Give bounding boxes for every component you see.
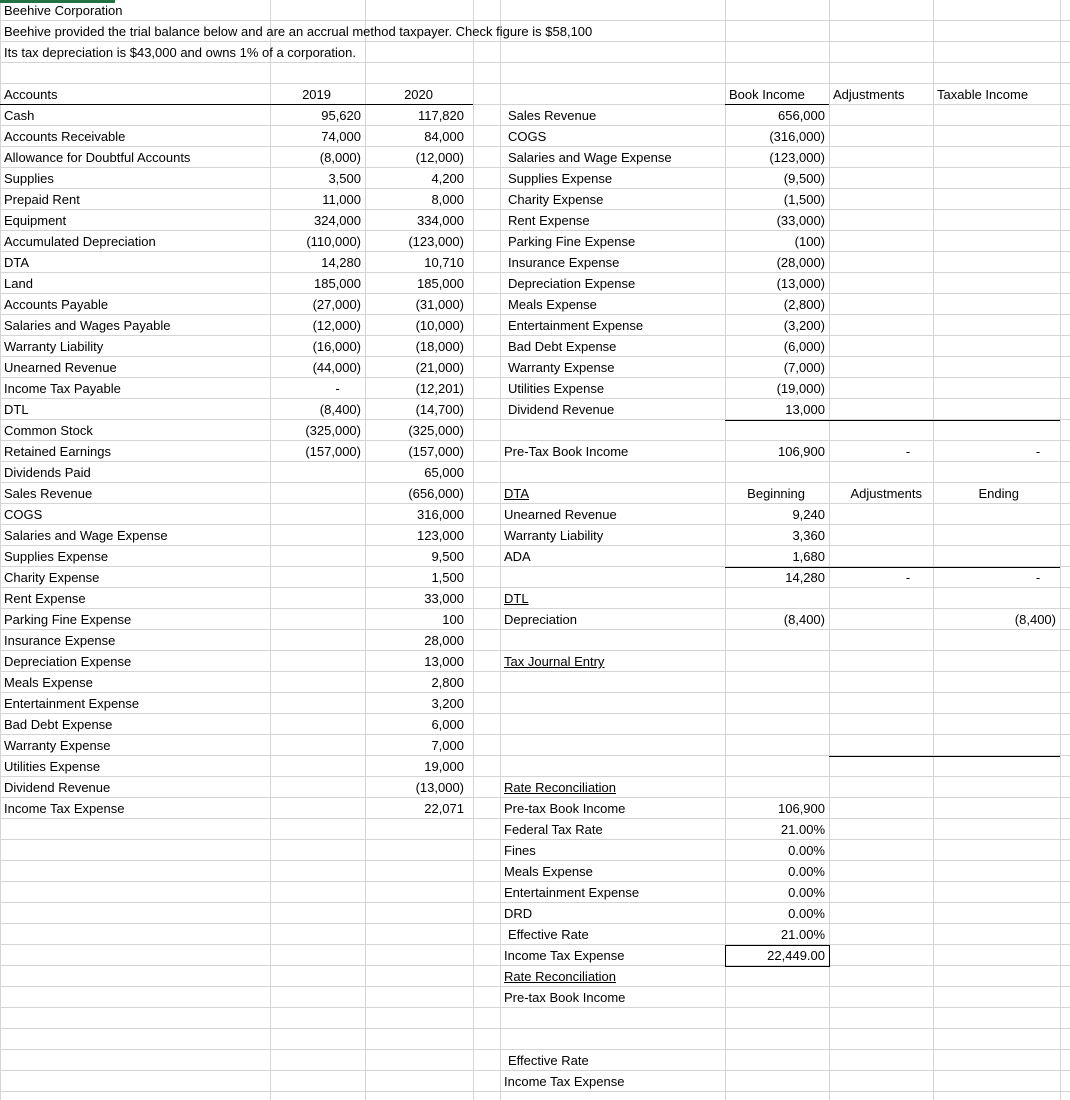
value-2019[interactable] <box>270 525 365 546</box>
value-2020[interactable]: 10,710 <box>424 255 464 270</box>
value-2020[interactable]: (10,000) <box>415 318 464 333</box>
problem-statement-line2[interactable]: Its tax depreciation is $43,000 and owns 1% of a corporation. <box>4 45 356 60</box>
value-2020[interactable]: 334,000 <box>417 213 464 228</box>
book-income-value[interactable]: (9,500) <box>783 171 825 186</box>
header-taxable-income[interactable]: Taxable Income <box>937 87 1029 102</box>
value-2019[interactable]: (110,000) <box>306 234 361 249</box>
value-2020[interactable]: 117,820 <box>417 108 464 123</box>
value-2019[interactable] <box>270 777 365 798</box>
account-name[interactable]: Charity Expense <box>4 570 100 585</box>
book-income-value[interactable]: (7,000) <box>783 360 825 375</box>
value-2020[interactable]: 185,000 <box>417 276 464 291</box>
value-2020[interactable]: 28,000 <box>424 633 464 648</box>
value-2020[interactable]: 3,200 <box>431 696 464 711</box>
account-name[interactable]: Common Stock <box>4 423 93 438</box>
rate-reconciliation-title-2[interactable]: Rate Reconciliation <box>504 969 617 984</box>
account-name[interactable]: Equipment <box>4 213 67 228</box>
value-2020[interactable]: 65,000 <box>424 465 464 480</box>
account-name[interactable]: Supplies Expense <box>4 549 109 564</box>
gridline-vertical <box>829 0 830 1100</box>
value-2019[interactable]: (8,400) <box>319 402 361 417</box>
account-name[interactable]: DTA <box>4 255 30 270</box>
header-adjustments[interactable]: Adjustments <box>833 87 905 102</box>
pretax-adjustments-value[interactable]: - <box>905 444 911 459</box>
account-name[interactable]: Meals Expense <box>4 675 93 690</box>
account-name[interactable]: Parking Fine Expense <box>4 612 132 627</box>
value-2019[interactable]: 185,000 <box>314 276 361 291</box>
dta-total-beginning[interactable]: 14,280 <box>785 570 825 585</box>
value-2020[interactable]: (13,000) <box>415 780 464 795</box>
rate-line-label[interactable]: Pre-tax Book Income <box>504 801 626 816</box>
income-line-label[interactable]: COGS <box>508 129 547 144</box>
rate-line-label[interactable]: Fines <box>504 843 536 858</box>
book-income-value[interactable]: 656,000 <box>778 108 825 123</box>
dtl-depreciation-label[interactable]: Depreciation <box>504 612 577 627</box>
value-2019[interactable] <box>270 588 365 609</box>
book-income-value[interactable]: (19,000) <box>776 381 825 396</box>
value-2020[interactable]: 2,800 <box>431 675 464 690</box>
rate-reconciliation-title[interactable]: Rate Reconciliation <box>504 780 617 795</box>
income-line-label[interactable]: Salaries and Wage Expense <box>508 150 672 165</box>
account-name[interactable]: DTL <box>4 402 29 417</box>
account-name[interactable]: Salaries and Wages Payable <box>4 318 171 333</box>
account-name[interactable]: Supplies <box>4 171 54 186</box>
value-2019[interactable] <box>270 756 365 777</box>
income-line-label[interactable]: Supplies Expense <box>508 171 613 186</box>
value-2019[interactable]: 11,000 <box>322 192 361 207</box>
value-2019[interactable]: 324,000 <box>314 213 361 228</box>
income-line-label[interactable]: Charity Expense <box>508 192 604 207</box>
dta-header-beginning[interactable]: Beginning <box>747 486 805 501</box>
pretax-book-income-label[interactable]: Pre-Tax Book Income <box>504 444 629 459</box>
value-2019[interactable] <box>270 735 365 756</box>
dta-header-ending[interactable]: Ending <box>978 486 1019 501</box>
value-2019[interactable]: 95,620 <box>321 108 361 123</box>
book-income-value[interactable]: (1,500) <box>783 192 825 207</box>
value-2020[interactable]: 1,500 <box>431 570 464 585</box>
value-2020[interactable]: (31,000) <box>415 297 464 312</box>
book-income-value[interactable]: (316,000) <box>769 129 825 144</box>
account-name[interactable]: Sales Revenue <box>4 486 93 501</box>
value-2020[interactable]: (157,000) <box>408 444 464 459</box>
value-2019[interactable]: (44,000) <box>312 360 361 375</box>
dtl-ending-value[interactable]: (8,400) <box>1014 612 1056 627</box>
value-2020[interactable]: 33,000 <box>424 591 464 606</box>
value-2019[interactable] <box>270 567 365 588</box>
value-2020[interactable]: 13,000 <box>424 654 464 669</box>
account-name[interactable]: Warranty Liability <box>4 339 104 354</box>
value-2020[interactable]: 7,000 <box>431 738 464 753</box>
account-name[interactable]: Bad Debt Expense <box>4 717 113 732</box>
value-2020[interactable]: 316,000 <box>417 507 464 522</box>
effective-rate-value[interactable]: 21.00% <box>780 927 825 942</box>
gridline-vertical <box>1060 0 1061 1100</box>
dta-total-ending[interactable]: - <box>1035 570 1041 585</box>
account-name[interactable]: Dividends Paid <box>4 465 91 480</box>
rate-line-label[interactable]: Meals Expense <box>504 864 593 879</box>
value-2020[interactable]: 8,000 <box>431 192 464 207</box>
value-2019[interactable] <box>270 630 365 651</box>
book-income-value[interactable]: (6,000) <box>783 339 825 354</box>
income-line-label[interactable]: Insurance Expense <box>508 255 620 270</box>
value-2019[interactable] <box>270 798 365 819</box>
dtl-beginning-value[interactable]: (8,400) <box>783 612 825 627</box>
value-2019[interactable]: 14,280 <box>321 255 361 270</box>
value-2020[interactable]: 6,000 <box>431 717 464 732</box>
account-name[interactable]: Accounts Receivable <box>4 129 126 144</box>
income-line-label[interactable]: Bad Debt Expense <box>508 339 617 354</box>
gridline-vertical <box>473 0 474 1100</box>
value-2019[interactable] <box>270 504 365 525</box>
dta-line-label[interactable]: ADA <box>504 549 531 564</box>
income-line-label[interactable]: Warranty Expense <box>508 360 615 375</box>
income-tax-expense-value[interactable]: 22,449.00 <box>767 948 825 963</box>
rate-line-label[interactable]: Entertainment Expense <box>504 885 640 900</box>
rate-line-value[interactable]: 106,900 <box>778 801 825 816</box>
account-name[interactable]: Unearned Revenue <box>4 360 117 375</box>
value-2019[interactable] <box>270 609 365 630</box>
book-income-value[interactable]: (3,200) <box>783 318 825 333</box>
rate-line-value[interactable]: 0.00% <box>788 843 825 858</box>
account-name[interactable]: Entertainment Expense <box>4 696 140 711</box>
account-name[interactable]: Allowance for Doubtful Accounts <box>4 150 191 165</box>
sheet-title[interactable]: Beehive Corporation <box>4 3 123 18</box>
income-line-label[interactable]: Entertainment Expense <box>508 318 644 333</box>
account-name[interactable]: Land <box>4 276 33 291</box>
gridline-horizontal <box>0 1028 1070 1029</box>
problem-statement-line1[interactable]: Beehive provided the trial balance below and are an accrual method taxpayer. Check figure is $58,100 <box>4 24 593 39</box>
value-2020[interactable]: 19,000 <box>424 759 464 774</box>
rate-line-value[interactable]: 0.00% <box>788 864 825 879</box>
income-total-line <box>725 420 1060 421</box>
pretax-book-income-value[interactable]: 106,900 <box>778 444 825 459</box>
value-2020[interactable]: (14,700) <box>415 402 464 417</box>
value-2019[interactable]: (157,000) <box>305 444 361 459</box>
value-2020[interactable]: (12,000) <box>415 150 464 165</box>
value-2019[interactable] <box>270 693 365 714</box>
effective-rate-label[interactable]: Effective Rate <box>508 927 589 942</box>
dta-beginning-value[interactable]: 1,680 <box>792 549 825 564</box>
account-name[interactable]: Insurance Expense <box>4 633 116 648</box>
account-name[interactable]: Dividend Revenue <box>4 780 111 795</box>
account-name[interactable]: Income Tax Expense <box>4 801 125 816</box>
book-income-value[interactable]: (13,000) <box>776 276 825 291</box>
account-name[interactable]: Retained Earnings <box>4 444 111 459</box>
account-name[interactable]: Accounts Payable <box>4 297 109 312</box>
book-income-value[interactable]: (28,000) <box>776 255 825 270</box>
value-2019[interactable]: - <box>335 381 340 396</box>
account-name[interactable]: Salaries and Wage Expense <box>4 528 168 543</box>
rate-line-label[interactable]: DRD <box>504 906 533 921</box>
value-2019[interactable] <box>270 546 365 567</box>
gridline-vertical <box>933 0 934 1100</box>
book-income-value[interactable]: (100) <box>794 234 825 249</box>
value-2020[interactable]: (123,000) <box>408 234 464 249</box>
dta-section-title[interactable]: DTA <box>504 486 530 501</box>
effective-rate-label-2[interactable]: Effective Rate <box>508 1053 589 1068</box>
value-2019[interactable]: (325,000) <box>305 423 361 438</box>
value-2019[interactable] <box>270 483 365 504</box>
book-income-value[interactable]: (123,000) <box>769 150 825 165</box>
value-2020[interactable]: 22,071 <box>424 801 464 816</box>
account-name[interactable]: Income Tax Payable <box>4 381 121 396</box>
value-2020[interactable]: (21,000) <box>415 360 464 375</box>
value-2019[interactable]: 74,000 <box>321 129 361 144</box>
dtl-section-title[interactable]: DTL <box>504 591 529 606</box>
dta-line-label[interactable]: Warranty Liability <box>504 528 604 543</box>
account-name[interactable]: Prepaid Rent <box>4 192 80 207</box>
value-2019[interactable] <box>270 714 365 735</box>
book-income-value[interactable]: (33,000) <box>776 213 825 228</box>
book-income-value[interactable]: (2,800) <box>783 297 825 312</box>
value-2019[interactable]: (16,000) <box>312 339 361 354</box>
journal-entry-line <box>829 756 1060 757</box>
value-2020[interactable]: (656,000) <box>408 486 464 501</box>
income-line-label[interactable]: Dividend Revenue <box>508 402 615 417</box>
account-name[interactable]: COGS <box>4 507 43 522</box>
book-income-value[interactable]: 13,000 <box>785 402 825 417</box>
income-line-label[interactable]: Depreciation Expense <box>508 276 636 291</box>
rate-line-label[interactable]: Federal Tax Rate <box>504 822 603 837</box>
value-2020[interactable]: 123,000 <box>417 528 464 543</box>
dta-line-label[interactable]: Unearned Revenue <box>504 507 617 522</box>
header-2019[interactable]: 2019 <box>302 87 331 102</box>
value-2019[interactable] <box>270 462 365 483</box>
value-2019[interactable]: (27,000) <box>312 297 361 312</box>
pretax-taxable-value[interactable]: - <box>1035 444 1041 459</box>
account-name[interactable]: Cash <box>4 108 35 123</box>
income-line-label[interactable]: Rent Expense <box>508 213 590 228</box>
income-line-label[interactable]: Meals Expense <box>508 297 597 312</box>
value-2019[interactable]: (12,000) <box>312 318 361 333</box>
dta-beginning-value[interactable]: 3,360 <box>792 528 825 543</box>
rate-line-value[interactable]: 0.00% <box>788 885 825 900</box>
value-2020[interactable]: (18,000) <box>415 339 464 354</box>
rate-line-value[interactable]: 0.00% <box>788 906 825 921</box>
header-2020[interactable]: 2020 <box>404 87 433 102</box>
value-2019[interactable] <box>270 651 365 672</box>
value-2020[interactable]: 84,000 <box>424 129 464 144</box>
account-name[interactable]: Depreciation Expense <box>4 654 132 669</box>
value-2020[interactable]: 9,500 <box>431 549 464 564</box>
dta-header-adjustments[interactable]: Adjustments <box>850 486 922 501</box>
account-name[interactable]: Utilities Expense <box>4 759 101 774</box>
value-2020[interactable]: 4,200 <box>431 171 464 186</box>
header-book-income[interactable]: Book Income <box>729 87 805 102</box>
account-name[interactable]: Rent Expense <box>4 591 86 606</box>
value-2019[interactable] <box>270 672 365 693</box>
value-2020[interactable]: (325,000) <box>408 423 464 438</box>
income-tax-expense-label-2[interactable]: Income Tax Expense <box>504 1074 625 1089</box>
value-2019[interactable]: 3,500 <box>328 171 361 186</box>
account-name[interactable]: Warranty Expense <box>4 738 111 753</box>
header-accounts[interactable]: Accounts <box>4 87 58 102</box>
account-name[interactable]: Accumulated Depreciation <box>4 234 156 249</box>
pretax-book-income-label-2[interactable]: Pre-tax Book Income <box>504 990 626 1005</box>
income-line-label[interactable]: Utilities Expense <box>508 381 605 396</box>
income-tax-expense-label[interactable]: Income Tax Expense <box>504 948 625 963</box>
value-2020[interactable]: 100 <box>442 612 464 627</box>
income-line-label[interactable]: Sales Revenue <box>508 108 597 123</box>
dta-total-adjustments[interactable]: - <box>905 570 911 585</box>
value-2019[interactable]: (8,000) <box>319 150 361 165</box>
income-line-label[interactable]: Parking Fine Expense <box>508 234 636 249</box>
rate-line-value[interactable]: 21.00% <box>780 822 825 837</box>
tax-journal-entry-title[interactable]: Tax Journal Entry <box>504 654 605 669</box>
value-2020[interactable]: (12,201) <box>415 381 464 396</box>
dta-beginning-value[interactable]: 9,240 <box>792 507 825 522</box>
